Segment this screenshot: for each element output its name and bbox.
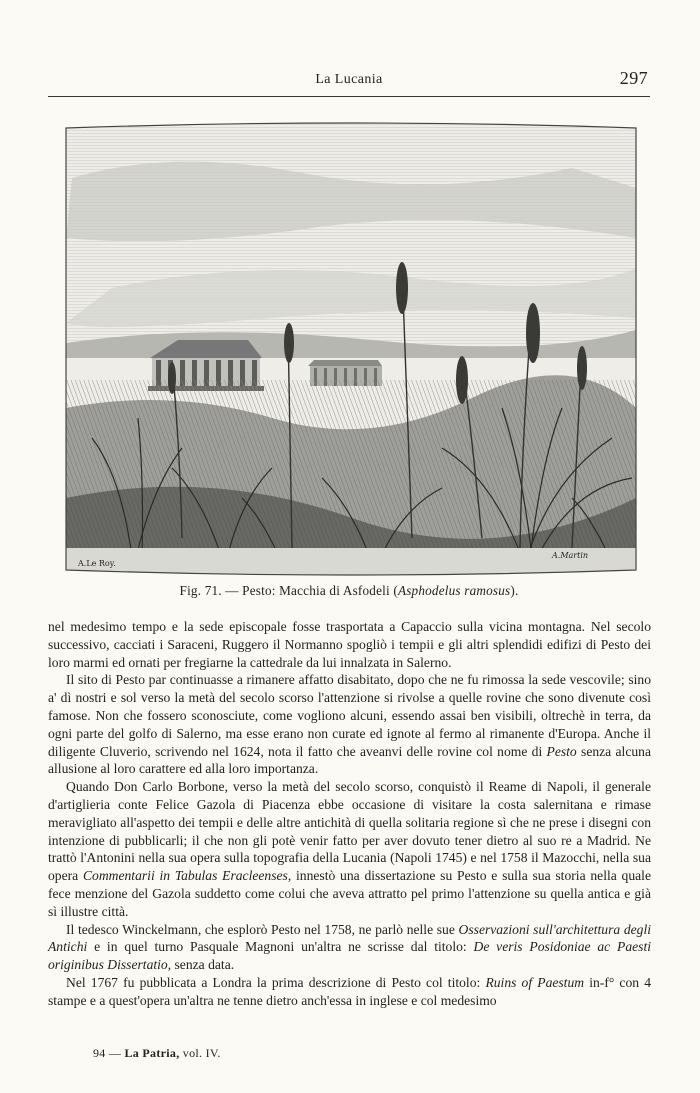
paragraph-2 <box>48 671 651 778</box>
text-span: , senza data. <box>167 957 235 973</box>
engraver-signature-left: A.Le Roy. <box>78 559 116 568</box>
text-span: senza alcuna allusione al loro carattere ed alla loro importanza. <box>48 743 651 777</box>
paragraph-5 <box>48 974 651 1010</box>
running-title: La Lucania <box>315 72 383 87</box>
italic-name: Pesto <box>546 743 577 759</box>
paragraph-4 <box>48 921 651 974</box>
italic-title: Commentarii in Tabulas Eracleenses <box>82 868 288 884</box>
signature-number: 94 — <box>93 1046 125 1060</box>
caption-latin-name: Asphodelus ramosus <box>397 583 511 598</box>
volume-label: vol. IV. <box>179 1046 221 1060</box>
italic-title: Ruins of Paestum <box>485 974 585 990</box>
text-span: , innestò una dissertazione su Pesto e sulla sua storia nella quale fece menzione del Gazola suddetto come colui che aveva attratto pel primo l'attenzione su quella antica e già sì illustre città. <box>48 868 651 919</box>
text-span: Quando Don Carlo Borbone, verso la metà del secolo scorso, conquistò il Reame di Napoli, il generale d'artiglieria conte Felice Gazola di Piacenza ebbe occasione di visitare la costa salernitana e rimase meravigliato all'aspetto dei tempii e delle altre antichità di quella solitaria regione sì che ne prese i disegni con intenzione di pubblicarli; il che non gli potè venir fatto per aver dovuto tener dietro al suo re a Madrid. Ne trattò l'Antonini nella sua opera sulla topografia della Lucania (Napoli 1745) e nel 1758 il Mazocchi, nella sua opera <box>48 779 651 884</box>
header-rule <box>48 96 650 97</box>
journal-name: La Patria, <box>124 1046 180 1060</box>
paragraph-3 <box>48 778 651 920</box>
running-header <box>48 66 650 94</box>
body-text <box>48 618 651 1010</box>
text-span: Nel 1767 fu pubblicata a Londra la prima descrizione di Pesto col titolo: <box>66 974 486 990</box>
text-span: e in quel turno Pasquale Magnoni un'altra ne scrisse dal titolo: <box>87 939 474 955</box>
caption-prefix: Fig. 71. — Pesto: Macchia di Asfodeli ( <box>179 583 398 598</box>
engraving-figure <box>52 118 650 580</box>
engraving-illustration <box>52 118 650 580</box>
signature-footer <box>93 1046 221 1061</box>
paragraph-1: nel medesimo tempo e la sede episcopale fosse trasportata a Capaccio sulla vicina montagna. Nel secolo successivo, cacciati i Saraceni, Ruggero il Normanno spogliò i tempii e gli altri splendidi edifizi di Pesto dei loro marmi ed ornati per fregiarne la cattedrale da lui innalzata in Salerno. <box>48 619 651 670</box>
figure-caption <box>48 583 650 599</box>
text-span: in-f° con 4 stampe e a quest'opera un'altra ne tenne dietro anch'essa in inglese e col medesimo <box>48 974 651 1008</box>
caption-suffix: ). <box>510 583 519 598</box>
italic-title: De veris Posidoniae ac Paesti originibus Dissertatio <box>48 939 652 973</box>
italic-title: Osservazioni sull'architettura degli Antichi <box>48 921 651 955</box>
engraver-signature-right: A.Martin <box>552 551 589 560</box>
foreground-path <box>66 548 636 578</box>
text-span: Il tedesco Winckelmann, che esplorò Pesto nel 1758, ne parlò nelle sue <box>66 921 459 937</box>
page-number: 297 <box>619 68 648 88</box>
text-span: Il sito di Pesto par continuasse a rimanere affatto disabitato, dopo che ne fu rimossa la sede vescovile; sino a' dì nostri e sol verso la metà del secolo scorso l'attenzione si rivolse a quelle rovine che sono divenute così famose. Non che fossero sconosciute, come vogliono alcuni, essendo assai ben visibili, oltrechè in terra, da ogni parte del golfo di Salerno, ma esse erano non curate ed ignote al fermo al rimanente d'Europa. Anche il diligente Cluverio, scrivendo nel 1624, nota il fatto che aveanvi delle rovine col nome di <box>48 672 651 759</box>
